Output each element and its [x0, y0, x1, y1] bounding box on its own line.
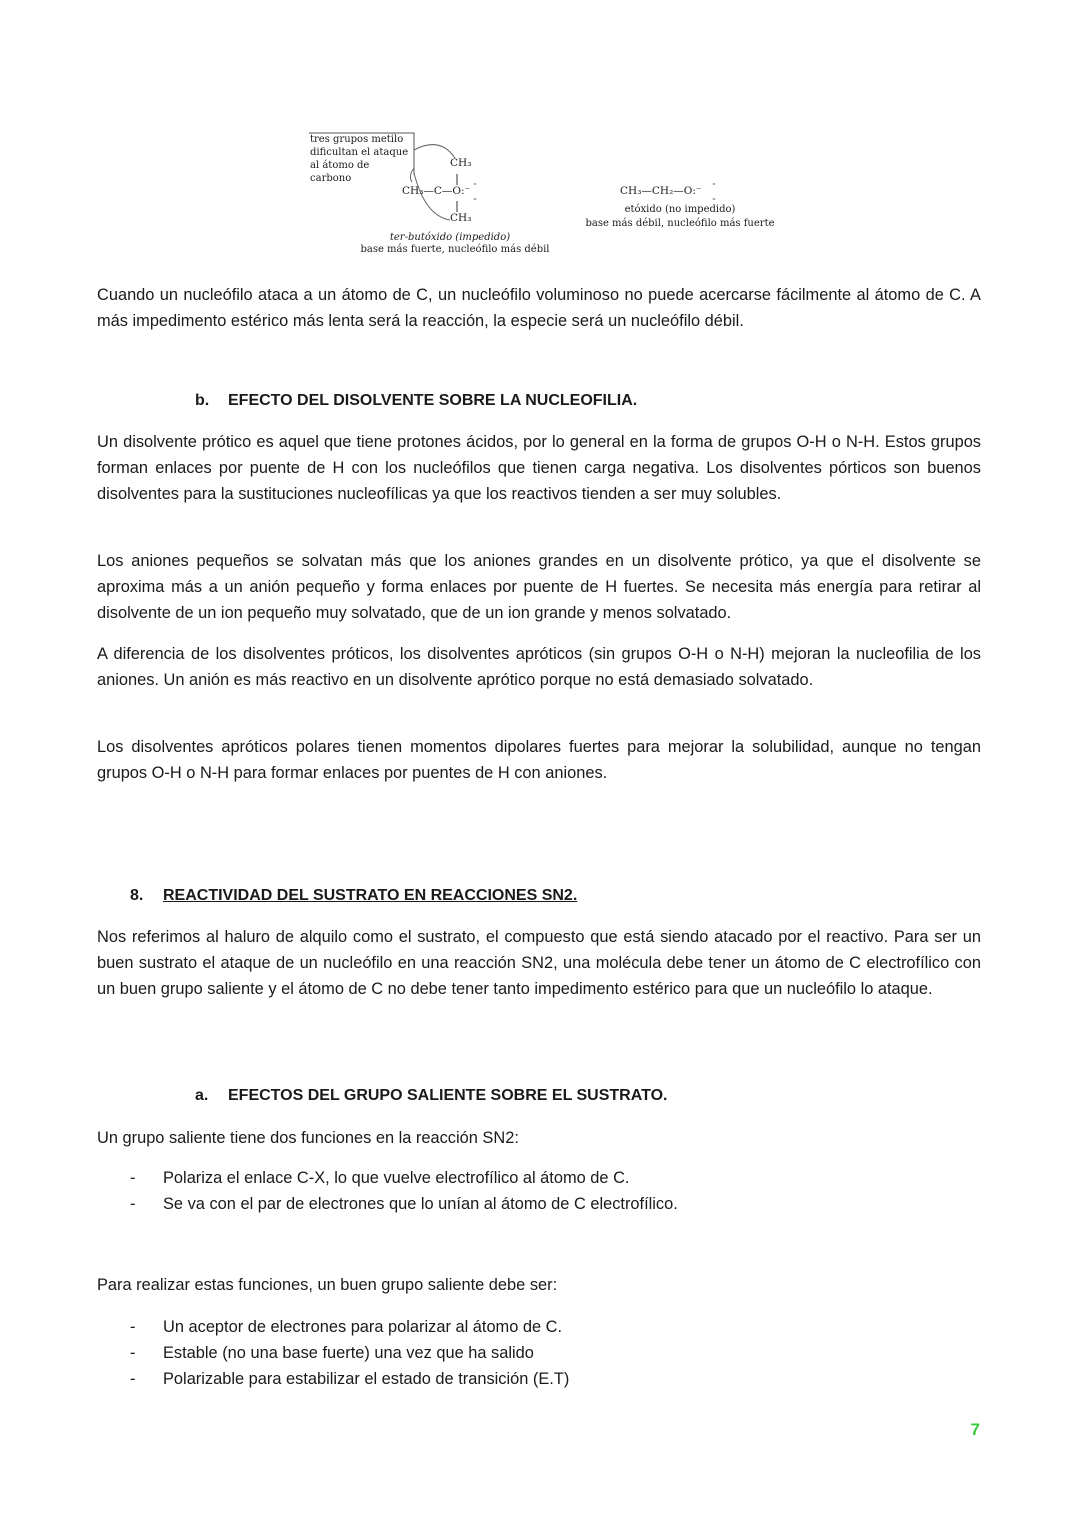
- list-item-text: Estable (no una base fuerte) una vez que ha salido: [163, 1344, 534, 1363]
- tbutoxide-caption-name: ter-butóxido (impedido): [389, 232, 511, 243]
- bullet-dash: -: [130, 1195, 136, 1214]
- leaving-group-heading: [195, 1087, 667, 1105]
- steric-hindrance-paragraph: Cuando un nucleófilo ataca a un átomo de C, un nucleófilo voluminoso no puede acercarse fácilmente al átomo de C. A más impedimento estérico más lenta será la reacción, la especie será un nucleófilo débil.: [97, 286, 981, 331]
- section-number: 8.: [130, 887, 144, 904]
- list-item-text: Polariza el enlace C-X, lo que vuelve electrofílico al átomo de C.: [163, 1169, 630, 1187]
- steric-note-line: dificultan el ataque: [310, 147, 409, 158]
- good-leaving-group-paragraph: Para realizar estas funciones, un buen grupo saliente debe ser:: [97, 1276, 558, 1294]
- lone-pair-dots-top: ··: [473, 180, 477, 189]
- arrow-to-top-methyl: [414, 145, 455, 158]
- steric-note: [310, 133, 410, 185]
- tbutoxide-bottom-methyl: CH₃: [450, 212, 472, 224]
- requirements-list: [123, 1314, 569, 1393]
- arrow-to-left-methyl: [410, 168, 414, 182]
- list-item-text: Se va con el par de electrones que lo unían al átomo de C electrofílico.: [163, 1195, 678, 1214]
- ethoxide-caption-props: base más débil, nucleófilo más fuerte: [585, 218, 775, 229]
- heading-marker: a.: [195, 1087, 209, 1104]
- bullet-dash: -: [130, 1169, 136, 1187]
- heading-marker: b.: [195, 392, 210, 409]
- lone-pair-dots-bottom: ··: [473, 195, 477, 204]
- tbutoxide-main-chain: CH₃—C—O:⁻: [402, 185, 471, 197]
- section-title: REACTIVIDAD DEL SUSTRATO EN REACCIONES SN2.: [163, 887, 578, 904]
- functions-list: [123, 1165, 678, 1217]
- steric-note-line: al átomo de carbono: [310, 160, 370, 184]
- list-item: [123, 1165, 678, 1191]
- ethoxide-caption-name: etóxido (no impedido): [624, 204, 736, 215]
- solvent-effect-heading: [195, 392, 637, 410]
- list-item: [123, 1314, 569, 1340]
- aprotic-solvent-paragraph: A diferencia de los disolventes próticos, los disolventes apróticos (sin grupos O-H o N-H) mejoran la nucleofilia de los aniones. Un anión es más reactivo en un disolvente aprótico porque no está demasiado solvatado.: [97, 645, 981, 690]
- bullet-dash: -: [130, 1370, 136, 1389]
- ethoxide-lone-pair-bottom: ··: [712, 195, 716, 204]
- ethoxide-formula: CH₃—CH₂—O:⁻: [620, 185, 702, 197]
- tbutoxide-top-methyl: CH₃: [450, 157, 472, 169]
- small-anions-paragraph: Los aniones pequeños se solvatan más que los aniones grandes en un disolvente prótico, ya que el disolvente se aproxima más a un anión pequeño y forma enlaces por puente de H fuertes. Se necesita más energía para retirar al disolvente de un ion pequeño muy solvatado, que de un ion grande y menos solvatado.: [97, 552, 981, 623]
- bullet-dash: -: [130, 1344, 136, 1363]
- list-item-text: Un aceptor de electrones para polarizar al átomo de C.: [163, 1318, 563, 1336]
- list-item-text: Polarizable para estabilizar el estado de transición (E.T): [163, 1370, 570, 1389]
- heading-title: EFECTOS DEL GRUPO SALIENTE SOBRE EL SUSTRATO.: [228, 1087, 668, 1104]
- steric-note-line: tres grupos metilo: [310, 134, 404, 145]
- heading-title: EFECTO DEL DISOLVENTE SOBRE LA NUCLEOFILIA.: [228, 392, 638, 409]
- nucleophile-comparison-figure: [290, 128, 790, 263]
- two-functions-paragraph: Un grupo saliente tiene dos funciones en la reacción SN2:: [97, 1129, 519, 1147]
- list-item: [123, 1366, 569, 1392]
- list-item: [123, 1340, 569, 1366]
- section-8-heading: [130, 887, 577, 905]
- tbutoxide-caption-props: base más fuerte, nucleófilo más débil: [360, 244, 550, 255]
- list-item: [123, 1191, 678, 1217]
- protic-solvent-paragraph: Un disolvente prótico es aquel que tiene protones ácidos, por lo general en la forma de grupos O-H o N-H. Estos grupos forman enlaces por puente de H con los nucleófilos que tienen carga negativa. Los disolventes pórticos son buenos disolventes para la sustituciones nucleofílicas ya que los reactivos tienden a ser muy solubles.: [97, 433, 981, 504]
- page-number: 7: [970, 1420, 980, 1439]
- ethoxide-lone-pair-top: ··: [712, 180, 716, 189]
- polar-aprotic-paragraph: Los disolventes apróticos polares tienen momentos dipolares fuertes para mejorar la solubilidad, aunque no tengan grupos O-H o N-H para formar enlaces por puentes de H con aniones.: [97, 738, 981, 783]
- bullet-dash: -: [130, 1318, 136, 1336]
- substrate-paragraph: Nos referimos al haluro de alquilo como el sustrato, el compuesto que está siendo atacado por el reactivo. Para ser un buen sustrato el ataque de un nucleófilo en una reacción SN2, una molécula debe tener un átomo de C electrofílico con un buen grupo saliente y el átomo de C no debe tener tanto impedimento estérico para que un nucleófilo lo ataque.: [97, 928, 981, 999]
